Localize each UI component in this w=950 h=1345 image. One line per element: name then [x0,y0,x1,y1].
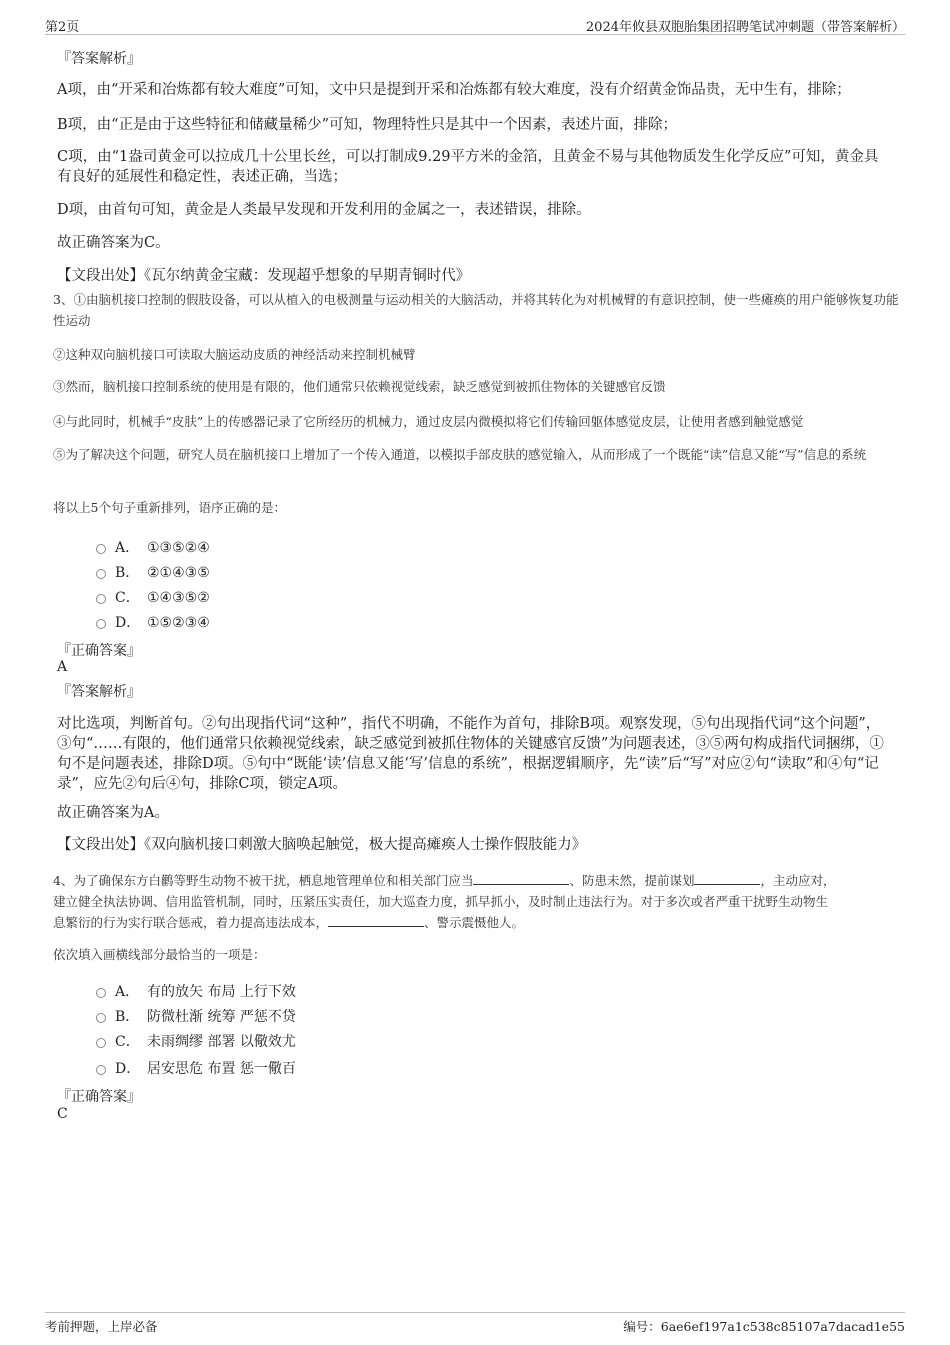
q4-answer-label: 『正确答案』 [57,1089,141,1105]
q4-option-d[interactable]: D． 居安思危 布置 惩一儆百 [96,1058,296,1078]
q3-option-c[interactable]: C． ①④③⑤② [96,587,210,607]
q3-stem-3: ③然而，脑机接口控制系统的使用是有限的，他们通常只依赖视觉线索，缺乏感觉到被抓住物体的关键感官反馈 [53,379,666,394]
radio-icon[interactable] [96,1038,106,1048]
q3-source: 【文段出处】《双向脑机接口刺激大脑唤起触觉，极大提高瘫痪人士操作假肢能力》 [57,837,587,853]
q3-prompt: 将以上5个句子重新排列，语序正确的是： [53,500,286,515]
q2-analysis-d: D项，由首句可知，黄金是人类最早发现和开发利用的金属之一，表述错误，排除。 [57,202,591,218]
radio-icon[interactable] [96,594,106,604]
q4-prompt: 依次填入画横线部分最恰当的一项是： [53,947,266,962]
page-footer [45,1312,905,1334]
q3-analysis-label: 『答案解析』 [57,684,141,700]
page-number: 第2页 [45,20,80,35]
q3-stem-5: ⑤为了解决这个问题，研究人员在脑机接口上增加了一个传入通道，以模拟手部皮肤的感觉输入，从而形成了一个既能“读”信息又能“写”信息的系统 [53,447,867,462]
blank-2[interactable] [694,872,760,885]
q4-stem: 4、为了确保东方白鹳等野生动物不被干扰，栖息地管理单位和相关部门应当 、防患未然，提前谋划 ，主动应对， 建立健全执法协调、信用监管机制，同时，压紧压实责任，加大巡查力度，抓早抓小，及时制止违法行为。对于多次或者严重干扰野生动物生 息繁衍的行为实行联合惩戒，着力提高违法成本， 、警示震慑他人。 [53,873,836,930]
q3-option-d[interactable]: D． ①⑤②③④ [96,612,210,632]
q2-analysis-label: 『答案解析』 [57,51,141,67]
blank-3[interactable] [328,914,424,927]
page-header [45,14,905,35]
q3-stem-1: 3、①由脑机接口控制的假肢设备，可以从植入的电极测量与运动相关的大脑活动，并将其转化为对机械臂的有意识控制，使一些瘫痪的用户能够恢复功能性运动 [53,292,899,328]
q3-option-a[interactable]: A． ①③⑤②④ [96,537,210,557]
q4-option-c[interactable]: C． 未雨绸缪 部署 以儆效尤 [96,1031,296,1051]
radio-icon[interactable] [96,1065,106,1075]
q2-analysis-b: B项，由“正是由于这些特征和储藏量稀少”可知，物理特性只是其中一个因素，表述片面，排除； [57,117,677,133]
document-title: 2024年攸县双胞胎集团招聘笔试冲刺题（带答案解析） [585,20,905,35]
footer-slogan: 考前押题，上岸必备 [45,1319,158,1334]
q3-option-b[interactable]: B． ②①④③⑤ [96,562,210,582]
q4-option-b[interactable]: B． 防微杜渐 统筹 严惩不贷 [96,1006,296,1026]
q3-stem-4: ④与此同时，机械手“皮肤”上的传感器记录了它所经历的机械力，通过皮层内微模拟将它们传输回躯体感觉皮层，让使用者感到触觉感觉 [53,414,804,429]
blank-1[interactable] [473,872,569,885]
radio-icon[interactable] [96,1013,106,1023]
radio-icon[interactable] [96,988,106,998]
q4-option-a[interactable]: A． 有的放矢 布局 上行下效 [96,981,296,1001]
q3-answer: A [57,659,68,675]
radio-icon[interactable] [96,569,106,579]
q3-analysis: 对比选项，判断首句。②句出现指代词“这种”，指代不明确，不能作为首句，排除B项。观察发现，⑤句出现指代词“这个问题”，③句“……有限的，他们通常只依赖视觉线索，缺乏感觉到被抓住物体的关键感官反馈”为问题表述，③⑤两句构成指代词捆绑，①句不是问题表述，排除D项。⑤句中“既能‘读’信息又能‘写’信息的系统”，根据逻辑顺序，先“读”后“写”对应②句“读取”和④句“记录”，应先②句后④句，排除C项，锁定A项。 [57,716,884,792]
radio-icon[interactable] [96,619,106,629]
q2-conclusion: 故正确答案为C。 [57,235,170,251]
q2-source: 【文段出处】《瓦尔纳黄金宝藏：发现超乎想象的早期青铜时代》 [57,268,471,284]
q4-answer: C [57,1106,68,1122]
radio-icon[interactable] [96,544,106,554]
q2-analysis-c: C项，由“1盎司黄金可以拉成几十公里长丝，可以打制成9.29平方米的金箔，且黄金不易与其他物质发生化学反应”可知，黄金具有良好的延展性和稳定性，表述正确，当选； [57,149,879,185]
document-id: 编号：6ae6ef197a1c538c85107a7dacad1e55 [623,1319,905,1334]
q2-analysis-a: A项，由“开采和冶炼都有较大难度”可知，文中只是提到开采和冶炼都有较大难度，没有介绍黄金饰品贵，无中生有，排除； [57,82,851,98]
q3-answer-label: 『正确答案』 [57,643,141,659]
q3-conclusion: 故正确答案为A。 [57,805,169,821]
q3-stem-2: ②这种双向脑机接口可读取大脑运动皮质的神经活动来控制机械臂 [53,347,416,362]
